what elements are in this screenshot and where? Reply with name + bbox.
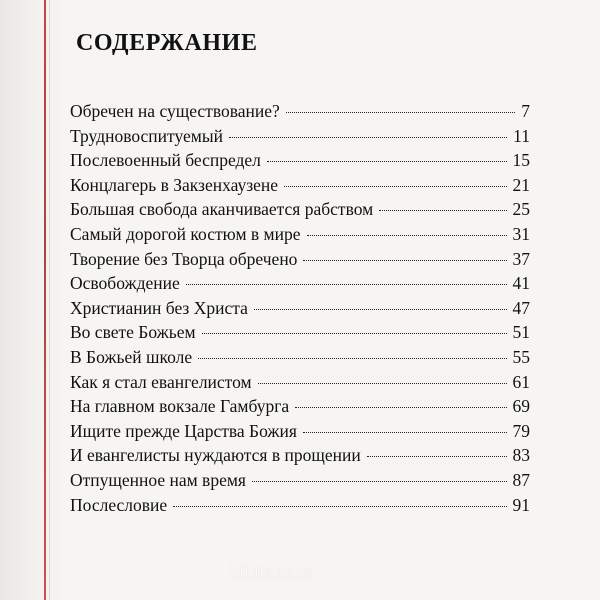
- toc-entry-page: 21: [512, 174, 530, 195]
- dot-leader: [379, 210, 506, 211]
- cover-edge: [44, 0, 46, 600]
- toc-entry-page: 51: [512, 322, 530, 343]
- toc-entry-page: 15: [512, 150, 530, 171]
- dot-leader: [229, 137, 507, 138]
- toc-entry-page: 31: [512, 223, 530, 244]
- table-of-contents: [70, 99, 530, 517]
- toc-entry-page: 83: [512, 445, 530, 466]
- toc-entry-title: И евангелисты нуждаются в прощении: [70, 445, 361, 466]
- toc-entry-title: На главном вокзале Гамбурга: [70, 396, 290, 417]
- toc-entry-page: 87: [512, 469, 530, 490]
- toc-entry: [70, 493, 530, 518]
- page-title: СОДЕРЖАНИЕ: [76, 30, 258, 56]
- toc-entry: [70, 222, 530, 247]
- toc-entry-page: 25: [512, 199, 530, 220]
- toc-entry-title: Ищите прежде Царства Божия: [70, 420, 297, 441]
- toc-entry-title: Творение без Творца обречено: [70, 248, 298, 269]
- toc-entry-title: Послесловие: [70, 494, 168, 515]
- dot-leader: [284, 186, 506, 187]
- dot-leader: [258, 383, 507, 384]
- dot-leader: [303, 260, 506, 261]
- dot-leader: [252, 481, 507, 482]
- toc-entry: [70, 197, 530, 222]
- dot-leader: [286, 112, 515, 113]
- toc-entry: [70, 443, 530, 468]
- toc-entry: [70, 247, 530, 272]
- toc-entry-title: Во свете Божьем: [70, 322, 196, 343]
- toc-entry-page: 61: [512, 371, 530, 392]
- page-edge: [49, 0, 50, 600]
- toc-entry-title: Самый дорогой костюм в мире: [70, 223, 301, 244]
- toc-entry: [70, 148, 530, 173]
- dot-leader: [186, 284, 507, 285]
- toc-entry: [70, 370, 530, 395]
- toc-entry-title: Христианин без Христа: [70, 297, 248, 318]
- toc-entry: [70, 468, 530, 493]
- toc-entry: [70, 320, 530, 345]
- toc-entry-page: 47: [512, 297, 530, 318]
- toc-entry-page: 69: [512, 396, 530, 417]
- toc-entry-title: Освобождение: [70, 273, 180, 294]
- dot-leader: [295, 407, 506, 408]
- toc-entry-page: 7: [521, 101, 530, 121]
- toc-entry-title: Как я стал евангелистом: [70, 371, 252, 392]
- toc-entry-page: 55: [512, 346, 530, 367]
- watermark: biblia.in.ua: [230, 562, 315, 582]
- toc-entry-page: 79: [512, 420, 530, 441]
- dot-leader: [367, 456, 507, 457]
- toc-entry: [70, 271, 530, 296]
- book-spine: [0, 0, 46, 600]
- toc-entry-page: 41: [512, 273, 530, 294]
- toc-entry-page: 37: [512, 248, 530, 269]
- toc-entry-title: Большая свобода аканчивается рабством: [70, 199, 374, 220]
- toc-entry: [70, 173, 530, 198]
- dot-leader: [267, 161, 507, 162]
- toc-entry: [70, 345, 530, 370]
- toc-entry-title: Концлагерь в Закзенхаузене: [70, 174, 279, 195]
- dot-leader: [198, 358, 506, 359]
- toc-entry-title: Послевоенный беспредел: [70, 150, 261, 171]
- toc-entry-title: Обречен на существование?: [70, 101, 280, 121]
- toc-entry: [70, 296, 530, 321]
- toc-entry-page: 11: [513, 125, 530, 146]
- toc-entry: [70, 99, 530, 124]
- toc-entry: [70, 419, 530, 444]
- dot-leader: [173, 506, 506, 507]
- toc-entry-title: В Божьей школе: [70, 346, 193, 367]
- dot-leader: [307, 235, 507, 236]
- dot-leader: [254, 309, 507, 310]
- toc-entry-title: Отпущенное нам время: [70, 469, 246, 490]
- toc-entry: [70, 394, 530, 419]
- dot-leader: [202, 333, 507, 334]
- dot-leader: [303, 432, 507, 433]
- toc-entry-page: 91: [512, 494, 530, 515]
- toc-entry: [70, 124, 530, 149]
- toc-entry-title: Трудновоспитуемый: [70, 125, 223, 146]
